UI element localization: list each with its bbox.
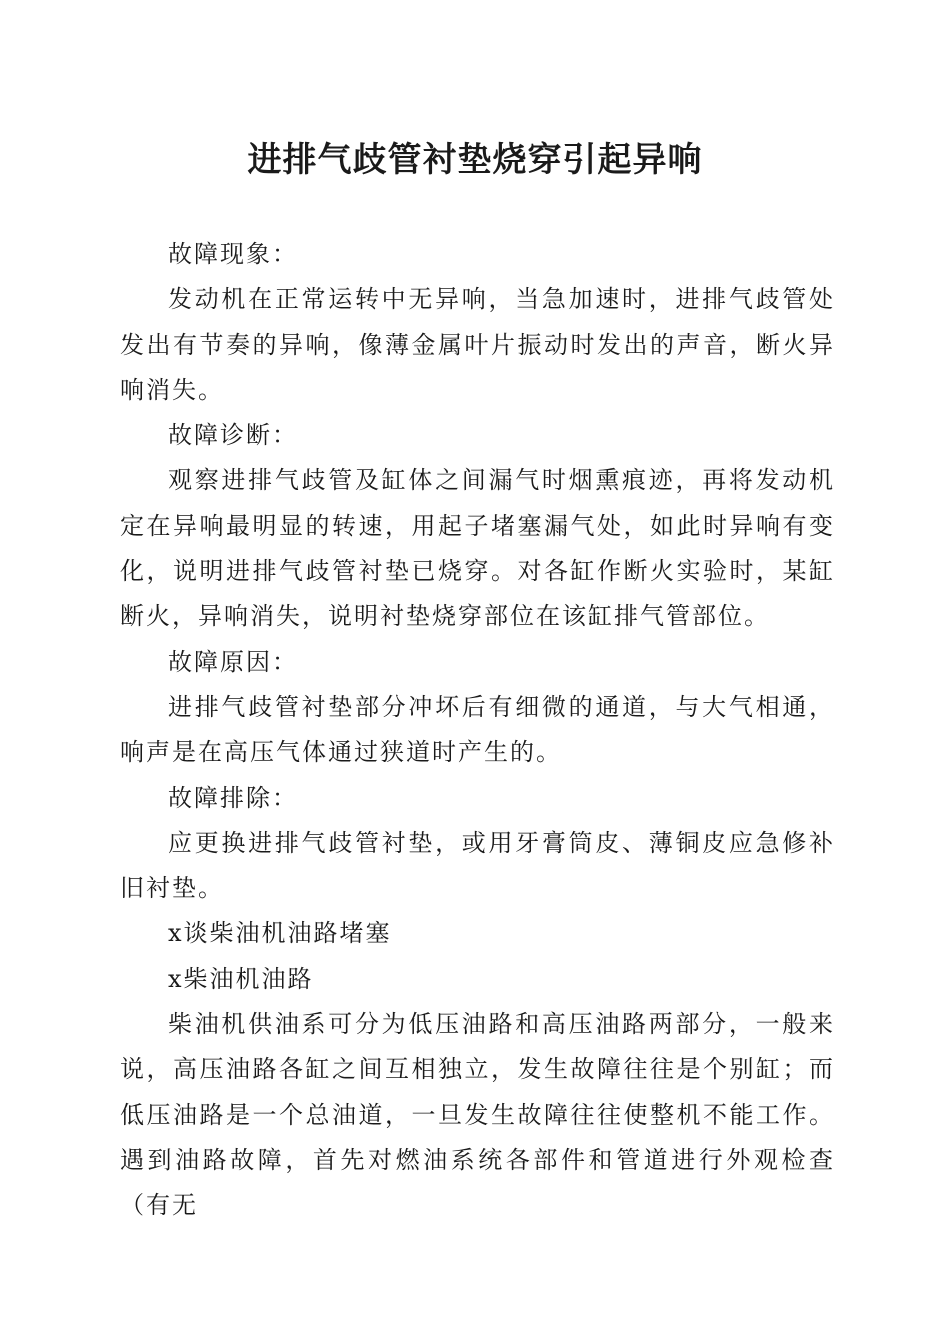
document-body bbox=[120, 232, 835, 1229]
paragraph-diagnosis: 观察进排气歧管及缸体之间漏气时烟熏痕迹，再将发动机定在异响最明显的转速，用起子堵塞漏气处，如此时异响有变化，说明进排气歧管衬垫已烧穿。对各缸作断火实验时，某缸断火，异响消失，说明衬垫烧穿部位在该缸排气管部位。 bbox=[120, 466, 835, 631]
section-heading-cause: 故障原因： bbox=[168, 647, 298, 676]
section-heading-diagnosis: 故障诊断： bbox=[168, 421, 298, 450]
subheading-diesel-fuel-line: x柴油机油路 bbox=[168, 964, 314, 993]
document-title: 进排气歧管衬垫烧穿引起异响 bbox=[247, 140, 703, 180]
paragraph-cause: 进排气歧管衬垫部分冲坏后有细微的通道，与大气相通，响声是在高压气体通过狭道时产生的。 bbox=[120, 692, 835, 767]
subheading-diesel-blockage: x谈柴油机油路堵塞 bbox=[168, 919, 392, 948]
paragraph-diesel-fuel-system: 柴油机供油系可分为低压油路和高压油路两部分，一般来说，高压油路各缸之间互相独立，发生故障往往是个别缸；而低压油路是一个总油道，一旦发生故障往往使整机不能工作。遇到油路故障，首先对燃油系统各部件和管道进行外观检查（有无 bbox=[120, 1010, 835, 1220]
section-heading-symptom: 故障现象： bbox=[168, 240, 298, 268]
paragraph-repair: 应更换进排气歧管衬垫，或用牙膏筒皮、薄铜皮应急修补旧衬垫。 bbox=[120, 828, 835, 903]
paragraph-symptom: 发动机在正常运转中无异响，当急加速时，进排气歧管处发出有节奏的异响，像薄金属叶片振动时发出的声音，断火异响消失。 bbox=[120, 285, 835, 404]
section-heading-repair: 故障排除： bbox=[168, 783, 298, 812]
